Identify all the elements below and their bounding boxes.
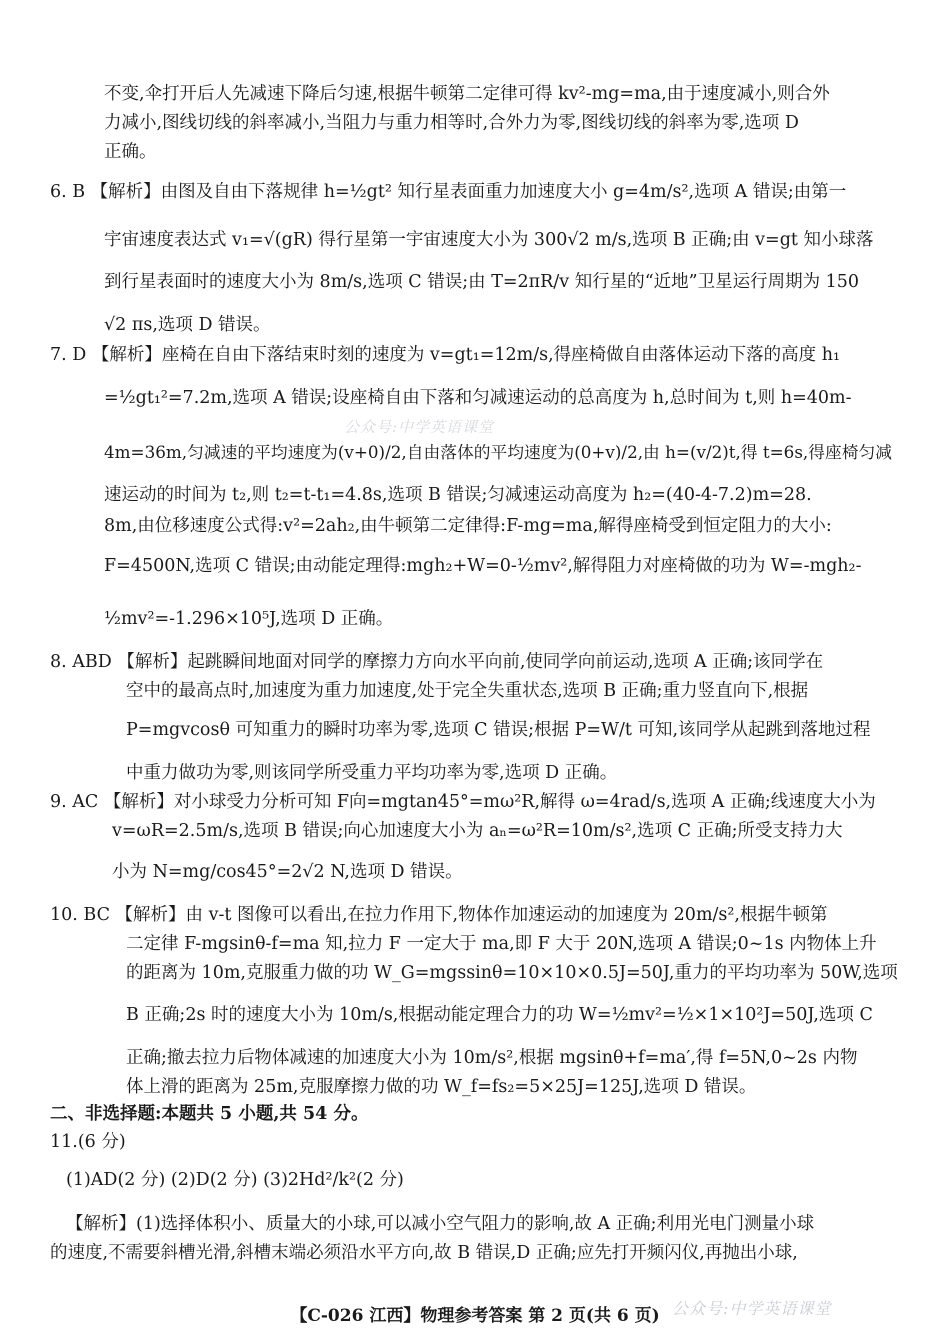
watermark: 公众号:中学英语课堂: [344, 418, 495, 436]
text-line: 不变,伞打开后人先减速下降后匀速,根据牛顿第二定律可得 kv²-mg=ma,由于速度减小,则合外: [104, 84, 830, 104]
question-7-line: 7. D 【解析】座椅在自由下落结束时刻的速度为 v=gt₁=12m/s,得座椅做自由落体运动下落的高度 h₁: [50, 345, 841, 365]
text-line: 体上滑的距离为 25m,克服摩擦力做的功 W_f=fs₂=5×25J=125J,选项 D 错误。: [126, 1077, 757, 1097]
text-line: 小为 N=mg/cos45°=2√2 N,选项 D 错误。: [112, 862, 463, 882]
text-line: B 正确;2s 时的速度大小为 10m/s,根据动能定理合力的功 W=½mv²=½×1×10²J=50J,选项 C: [126, 1005, 873, 1025]
question-11-answers: (1)AD(2 分) (2)D(2 分) (3)2Hd²/k²(2 分): [66, 1170, 404, 1190]
text-line: 正确。: [104, 142, 157, 162]
text-line: 8m,由位移速度公式得:v²=2ah₂,由牛顿第二定律得:F-mg=ma,解得座椅受到恒定阻力的大小:: [104, 516, 832, 536]
text-line: 宇宙速度表达式 v₁=√(gR) 得行星第一宇宙速度大小为 300√2 m/s,选项 B 正确;由 v=gt 知小球落: [104, 230, 874, 250]
text-line: 力减小,图线切线的斜率减小,当阻力与重力相等时,合外力为零,图线切线的斜率为零,选项 D: [104, 113, 799, 133]
text-line: 的速度,不需要斜槽光滑,斜槽末端必须沿水平方向,故 B 错误,D 正确;应先打开频闪仪,再抛出小球,: [50, 1243, 798, 1263]
text-line: v=ωR=2.5m/s,选项 B 错误;向心加速度大小为 aₙ=ω²R=10m/s²,选项 C 正确;所受支持力大: [112, 821, 843, 841]
text-line: 正确;撤去拉力后物体减速的加速度大小为 10m/s²,根据 mgsinθ+f=ma′,得 f=5N,0~2s 内物: [126, 1048, 858, 1068]
text-line: 的距离为 10m,克服重力做的功 W_G=mgssinθ=10×10×0.5J=50J,重力的平均功率为 50W,选项: [126, 963, 898, 983]
question-11-heading: 11.(6 分): [50, 1132, 126, 1152]
question-10-line: 10. BC 【解析】由 v-t 图像可以看出,在拉力作用下,物体作加速运动的加速度为 20m/s²,根据牛顿第: [50, 905, 828, 925]
text-line: 到行星表面时的速度大小为 8m/s,选项 C 错误;由 T=2πR/v 知行星的“近地”卫星运行周期为 150: [104, 272, 860, 292]
question-9-line: 9. AC 【解析】对小球受力分析可知 F向=mgtan45°=mω²R,解得 ω=4rad/s,选项 A 正确;线速度大小为: [50, 792, 876, 812]
text-line: ½mv²=-1.296×10⁵J,选项 D 正确。: [104, 609, 394, 629]
question-6-line: 6. B 【解析】由图及自由下落规律 h=½gt² 知行星表面重力加速度大小 g=4m/s²,选项 A 错误;由第一: [50, 182, 847, 202]
text-line: 中重力做功为零,则该同学所受重力平均功率为零,选项 D 正确。: [126, 763, 618, 783]
question-8-line: 8. ABD 【解析】起跳瞬间地面对同学的摩擦力方向水平向前,使同学向前运动,选项 A 正确;该同学在: [50, 652, 824, 672]
text-line: 4m=36m,匀减速的平均速度为(v+0)/2,自由落体的平均速度为(0+v)/2,由 h=(v/2)t,得 t=6s,得座椅匀减: [104, 442, 892, 462]
section-heading: 二、非选择题:本题共 5 小题,共 54 分。: [50, 1104, 369, 1124]
footer-watermark: 公众号:中学英语课堂: [672, 1299, 832, 1318]
text-line: √2 πs,选项 D 错误。: [104, 315, 271, 335]
text-line: 二定律 F-mgsinθ-f=ma 知,拉力 F 一定大于 ma,即 F 大于 20N,选项 A 错误;0~1s 内物体上升: [126, 934, 877, 954]
text-line: =½gt₁²=7.2m,选项 A 错误;设座椅自由下落和匀减速运动的总高度为 h,总时间为 t,则 h=40m-: [104, 388, 852, 408]
page-footer: 【C-026 江西】物理参考答案 第 2 页(共 6 页): [290, 1306, 660, 1326]
text-line: P=mgvcosθ 可知重力的瞬时功率为零,选项 C 错误;根据 P=W/t 可知,该同学从起跳到落地过程: [126, 720, 871, 740]
text-line: F=4500N,选项 C 错误;由动能定理得:mgh₂+W=0-½mv²,解得阻力对座椅做的功为 W=-mgh₂-: [104, 556, 862, 576]
text-line: 空中的最高点时,加速度为重力加速度,处于完全失重状态,选项 B 正确;重力竖直向下,根据: [126, 681, 809, 701]
text-line: 【解析】(1)选择体积小、质量大的小球,可以减小空气阻力的影响,故 A 正确;利用光电门测量小球: [66, 1214, 815, 1234]
text-line: 速运动的时间为 t₂,则 t₂=t-t₁=4.8s,选项 B 错误;匀减速运动高度为 h₂=(40-4-7.2)m=28.: [104, 485, 812, 505]
